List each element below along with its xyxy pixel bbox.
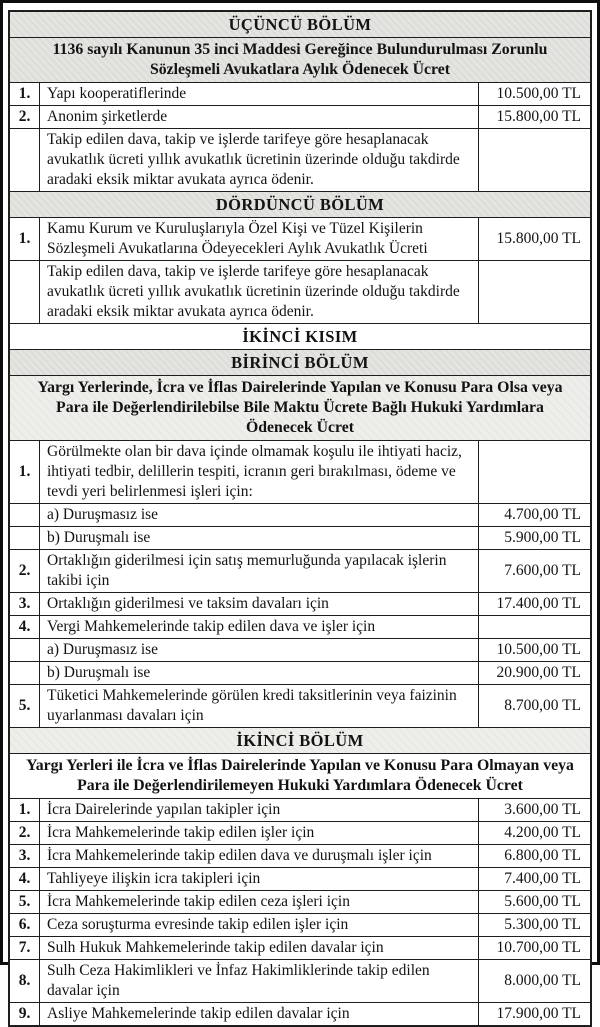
row-number bbox=[10, 129, 40, 191]
row-number: 2. bbox=[10, 550, 40, 592]
row-label: b) Duruşmalı ise bbox=[47, 664, 151, 681]
table-row bbox=[10, 868, 590, 891]
table-row bbox=[10, 662, 590, 685]
row-label: Ortaklığın giderilmesi için satış memurluğunda yapılacak işlerin takibi için bbox=[47, 552, 447, 589]
row-label: Takip edilen dava, takip ve işlerde tarifeye göre hesaplanacak avukatlık ücreti yıllık avukatlık ücretinin üzerinde olduğu takdirde aradaki eksik miktar avukata ayrıca ödenir. bbox=[47, 131, 460, 188]
table-row bbox=[10, 960, 590, 1003]
row-number: 7. bbox=[10, 937, 40, 959]
row-amount: 4.200,00 TL bbox=[478, 822, 590, 844]
table-row bbox=[10, 937, 590, 960]
row-label: Anonim şirketlerde bbox=[47, 108, 168, 125]
row-label: Sulh Hukuk Mahkemelerinde takip edilen davalar için bbox=[47, 939, 384, 956]
table-row bbox=[10, 822, 590, 845]
row-label: Asliye Mahkemelerinde takip edilen davalar için bbox=[47, 1005, 350, 1022]
section-header-row bbox=[10, 728, 590, 754]
row-amount: 10.700,00 TL bbox=[478, 937, 590, 959]
table-row bbox=[10, 845, 590, 868]
row-label: Sulh Ceza Hakimlikleri ve İnfaz Hakimliklerinde takip edilen davalar için bbox=[47, 962, 430, 999]
row-amount: 15.800,00 TL bbox=[478, 218, 590, 260]
row-label: Tahliyeye ilişkin icra takipleri için bbox=[47, 870, 261, 887]
row-amount: 8.700,00 TL bbox=[478, 685, 590, 727]
table-row bbox=[10, 593, 590, 616]
row-amount: 17.900,00 TL bbox=[478, 1003, 590, 1025]
row-amount: 20.900,00 TL bbox=[478, 662, 590, 684]
row-number: 4. bbox=[10, 868, 40, 890]
table-row bbox=[10, 441, 590, 504]
row-label: Vergi Mahkemelerinde takip edilen dava ve işler için bbox=[47, 618, 376, 635]
row-amount: 10.500,00 TL bbox=[478, 83, 590, 105]
table-row bbox=[10, 914, 590, 937]
table-row bbox=[10, 83, 590, 106]
row-label: İcra Dairelerinde yapılan takipler için bbox=[47, 801, 281, 818]
section-title: Yargı Yerleri ile İcra ve İflas Dairelerinde Yapılan ve Konusu Para Olmayan veya Para ile Değerlendirilemeyen Hukuki Yardımlara Ödenecek Ücret bbox=[26, 757, 574, 794]
table-row bbox=[10, 106, 590, 129]
row-number: 2. bbox=[10, 106, 40, 128]
row-label: b) Duruşmalı ise bbox=[47, 529, 151, 546]
row-number: 3. bbox=[10, 845, 40, 867]
row-number: 1. bbox=[10, 799, 40, 821]
row-number: 5. bbox=[10, 685, 40, 727]
table-row bbox=[10, 129, 590, 192]
row-amount: 7.600,00 TL bbox=[478, 550, 590, 592]
row-label: Görülmekte olan bir dava içinde olmamak koşulu ile ihtiyati haciz, ihtiyati tedbir, delillerin tespiti, icranın geri bırakılması, ödeme ve tevdi yeri belirlenmesi işleri için: bbox=[47, 443, 462, 500]
table-row bbox=[10, 218, 590, 261]
table-row bbox=[10, 685, 590, 728]
section-header-row bbox=[10, 12, 590, 38]
row-number: 8. bbox=[10, 960, 40, 1002]
section-header-row bbox=[10, 38, 590, 83]
section-title: Yargı Yerlerinde, İcra ve İflas Dairelerinde Yapılan ve Konusu Para Olsa veya Para ile Değerlendirilebilse Bile Maktu Ücrete Bağlı Hukuki Yardımlara Ödenecek Ücret bbox=[37, 379, 563, 436]
section-heading: ÜÇÜNCÜ BÖLÜM bbox=[228, 14, 372, 34]
row-label: Ortaklığın giderilmesi ve taksim davaları için bbox=[47, 595, 329, 612]
section-header-row bbox=[10, 324, 590, 350]
row-number: 2. bbox=[10, 822, 40, 844]
row-number bbox=[10, 504, 40, 526]
row-label: Yapı kooperatiflerinde bbox=[47, 85, 187, 102]
table-row bbox=[10, 891, 590, 914]
table-row bbox=[10, 616, 590, 639]
section-heading: BİRİNCİ BÖLÜM bbox=[231, 352, 369, 372]
row-amount: 3.600,00 TL bbox=[478, 799, 590, 821]
row-number bbox=[10, 639, 40, 661]
table-row bbox=[10, 1003, 590, 1025]
row-number bbox=[10, 527, 40, 549]
row-number bbox=[10, 261, 40, 323]
table-row bbox=[10, 639, 590, 662]
row-number: 1. bbox=[10, 441, 40, 503]
row-amount: 5.600,00 TL bbox=[478, 891, 590, 913]
row-number bbox=[10, 662, 40, 684]
row-amount: 17.400,00 TL bbox=[478, 593, 590, 615]
row-label: İcra Mahkemelerinde takip edilen işler için bbox=[47, 824, 315, 841]
tariff-table bbox=[8, 10, 592, 1027]
section-title: 1136 sayılı Kanunun 35 inci Maddesi Gereğince Bulundurulması Zorunlu Sözleşmeli Avukatlara Aylık Ödenecek Ücret bbox=[52, 41, 548, 78]
table-row bbox=[10, 527, 590, 550]
row-label: a) Duruşmasız ise bbox=[47, 506, 159, 523]
row-number: 1. bbox=[10, 218, 40, 260]
row-label: Takip edilen dava, takip ve işlerde tarifeye göre hesaplanacak avukatlık ücreti yıllık avukatlık ücretinin üzerinde olduğu takdirde aradaki eksik miktar avukata ayrıca ödenir. bbox=[47, 263, 460, 320]
row-number: 1. bbox=[10, 83, 40, 105]
row-number: 9. bbox=[10, 1003, 40, 1025]
row-label: İcra Mahkemelerinde takip edilen ceza işleri için bbox=[47, 893, 350, 910]
table-row bbox=[10, 799, 590, 822]
section-header-row bbox=[10, 192, 590, 218]
section-header-row bbox=[10, 350, 590, 376]
row-label: Kamu Kurum ve Kuruluşlarıyla Özel Kişi ve Tüzel Kişilerin Sözleşmeli Avukatlarına Ödeyecekleri Aylık Avukatlık Ücreti bbox=[47, 220, 428, 257]
section-header-row bbox=[10, 754, 590, 799]
row-amount: 5.900,00 TL bbox=[478, 527, 590, 549]
section-heading: İKİNCİ BÖLÜM bbox=[236, 730, 364, 750]
section-heading: İKİNCİ KISIM bbox=[242, 326, 358, 346]
table-row bbox=[10, 261, 590, 324]
row-number: 6. bbox=[10, 914, 40, 936]
row-amount: 8.000,00 TL bbox=[478, 960, 590, 1002]
row-number: 4. bbox=[10, 616, 40, 638]
row-amount bbox=[478, 129, 590, 191]
row-amount: 15.800,00 TL bbox=[478, 106, 590, 128]
row-amount bbox=[478, 261, 590, 323]
table-row bbox=[10, 550, 590, 593]
row-number: 3. bbox=[10, 593, 40, 615]
row-amount bbox=[478, 441, 590, 503]
row-label: Tüketici Mahkemelerinde görülen kredi taksitlerinin veya faizinin uyarlanması davaları için bbox=[47, 687, 457, 724]
section-heading: DÖRDÜNCÜ BÖLÜM bbox=[215, 194, 385, 214]
table-row bbox=[10, 504, 590, 527]
row-label: a) Duruşmasız ise bbox=[47, 641, 159, 658]
row-amount: 7.400,00 TL bbox=[478, 868, 590, 890]
row-amount: 6.800,00 TL bbox=[478, 845, 590, 867]
row-label: İcra Mahkemelerinde takip edilen dava ve duruşmalı işler için bbox=[47, 847, 432, 864]
row-number: 5. bbox=[10, 891, 40, 913]
row-amount: 10.500,00 TL bbox=[478, 639, 590, 661]
row-amount: 5.300,00 TL bbox=[478, 914, 590, 936]
section-header-row bbox=[10, 376, 590, 441]
row-amount: 4.700,00 TL bbox=[478, 504, 590, 526]
row-label: Ceza soruşturma evresinde takip edilen işler için bbox=[47, 916, 349, 933]
row-amount bbox=[478, 616, 590, 638]
